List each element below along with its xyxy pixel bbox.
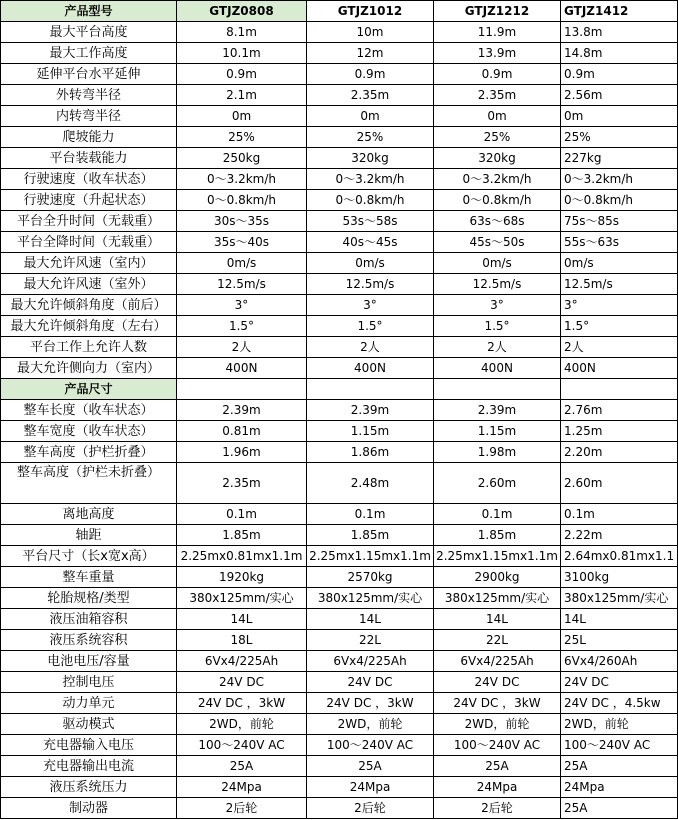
cell-model-4: 55s～63s: [561, 232, 678, 253]
cell-model-3: 14L: [434, 609, 561, 630]
row-label: 最大平台高度: [1, 22, 177, 43]
cell-model-3: 2.60m: [434, 463, 561, 504]
cell-model-1: 0.9m: [177, 64, 307, 85]
row-label: 控制电压: [1, 672, 177, 693]
cell-model-1: 30s～35s: [177, 211, 307, 232]
cell-model-2: 100～240V AC: [307, 735, 434, 756]
cell-model-3: 1.85m: [434, 525, 561, 546]
row-label: 爬坡能力: [1, 127, 177, 148]
header-row: [1, 1, 678, 22]
cell-model-1: 6Vx4/225Ah: [177, 651, 307, 672]
cell-model-3: 2后轮: [434, 798, 561, 819]
cell-model-4: 1.5°: [561, 316, 678, 337]
cell-model-3: 2人: [434, 337, 561, 358]
row-label: 平台全升时间（无载重）: [1, 211, 177, 232]
row-label: 内转弯半径: [1, 106, 177, 127]
table-row: [1, 85, 678, 106]
cell-model-1: 25A: [177, 756, 307, 777]
row-label: 整车高度（护栏折叠）: [1, 442, 177, 463]
cell-model-2: 2570kg: [307, 567, 434, 588]
cell-model-3: 2WD，前轮: [434, 714, 561, 735]
cell-model-2: 53s～58s: [307, 211, 434, 232]
cell-model-4: 227kg: [561, 148, 678, 169]
cell-model-1: 2后轮: [177, 798, 307, 819]
cell-model-1: 0～3.2km/h: [177, 169, 307, 190]
cell-model-3: 6Vx4/225Ah: [434, 651, 561, 672]
cell-model-1: 2人: [177, 337, 307, 358]
table-row: [1, 693, 678, 714]
table-row: [1, 421, 678, 442]
table-row: [1, 274, 678, 295]
table-row: [1, 337, 678, 358]
row-label: 最大允许倾斜角度（左右）: [1, 316, 177, 337]
cell-model-3: 24V DC ，3kW: [434, 693, 561, 714]
table-row: [1, 400, 678, 421]
cell-model-2: 2.25mx1.15mx1.1m: [307, 546, 434, 567]
section-title-dimensions: 产品尺寸: [1, 379, 177, 400]
cell-model-2: 40s～45s: [307, 232, 434, 253]
cell-model-3: 25%: [434, 127, 561, 148]
cell-model-3: 12.5m/s: [434, 274, 561, 295]
cell-model-3: 24Mpa: [434, 777, 561, 798]
cell-model-3: 0.9m: [434, 64, 561, 85]
cell-model-4: 100～240V AC: [561, 735, 678, 756]
cell-model-1: 2.35m: [177, 463, 307, 504]
row-label: 整车高度（护栏未折叠）: [1, 463, 177, 504]
table-row: [1, 609, 678, 630]
cell-model-1: 2.25mx0.81mx1.1m: [177, 546, 307, 567]
cell-model-4: 25A: [561, 756, 678, 777]
cell-model-2: 0.9m: [307, 64, 434, 85]
row-label: 充电器输出电流: [1, 756, 177, 777]
cell-model-1: 1.5°: [177, 316, 307, 337]
cell-model-2: 2.35m: [307, 85, 434, 106]
table-row: [1, 463, 678, 504]
cell-model-3: 0m: [434, 106, 561, 127]
cell-model-2: 12.5m/s: [307, 274, 434, 295]
cell-model-1: 2WD，前轮: [177, 714, 307, 735]
row-label: 平台工作上允许人数: [1, 337, 177, 358]
row-label: 驱动模式: [1, 714, 177, 735]
cell-model-4: 0～0.8km/h: [561, 190, 678, 211]
row-label: 最大工作高度: [1, 43, 177, 64]
cell-model-4: 2.76m: [561, 400, 678, 421]
cell-model-2: 1.86m: [307, 442, 434, 463]
cell-model-2: 320kg: [307, 148, 434, 169]
cell-model-3: 11.9m: [434, 22, 561, 43]
cell-model-1: 10.1m: [177, 43, 307, 64]
table-row: [1, 64, 678, 85]
cell-model-4: 25%: [561, 127, 678, 148]
cell-model-2: 2人: [307, 337, 434, 358]
cell-model-4: 2.22m: [561, 525, 678, 546]
header-title: 产品型号: [1, 1, 177, 22]
table-row: [1, 127, 678, 148]
row-label: 外转弯半径: [1, 85, 177, 106]
cell-model-3: 0～0.8km/h: [434, 190, 561, 211]
cell-model-1: 18L: [177, 630, 307, 651]
table-row: [1, 735, 678, 756]
cell-model-1: 14L: [177, 609, 307, 630]
cell-model-4: 24Mpa: [561, 777, 678, 798]
cell-model-4: 14L: [561, 609, 678, 630]
row-label: 行驶速度（收车状态）: [1, 169, 177, 190]
cell-model-4: 24V DC ，4.5kw: [561, 693, 678, 714]
table-row: [1, 798, 678, 819]
table-row: [1, 777, 678, 798]
cell-model-4: 3100kg: [561, 567, 678, 588]
cell-model-2: 0m: [307, 106, 434, 127]
cell-model-2: 12m: [307, 43, 434, 64]
cell-model-4: 0m: [561, 106, 678, 127]
cell-model-4: 24V DC: [561, 672, 678, 693]
cell-model-3: 1.5°: [434, 316, 561, 337]
section-header-row: [1, 379, 678, 400]
cell-model-3: 22L: [434, 630, 561, 651]
model-header-4: GTJZ1412: [561, 1, 678, 22]
cell-model-2: 0m/s: [307, 253, 434, 274]
cell-model-2: 380x125mm/实心: [307, 588, 434, 609]
cell-model-1: 1.96m: [177, 442, 307, 463]
cell-model-3: 0m/s: [434, 253, 561, 274]
cell-model-3: 13.9m: [434, 43, 561, 64]
table-row: [1, 232, 678, 253]
table-row: [1, 211, 678, 232]
cell-model-3: 0～3.2km/h: [434, 169, 561, 190]
cell-model-3: 1.15m: [434, 421, 561, 442]
cell-model-1: 0m: [177, 106, 307, 127]
cell-model-2: 6Vx4/225Ah: [307, 651, 434, 672]
cell-model-4: 2WD，前轮: [561, 714, 678, 735]
cell-model-2: 1.15m: [307, 421, 434, 442]
row-label: 液压油箱容积: [1, 609, 177, 630]
cell-model-3: 100～240V AC: [434, 735, 561, 756]
cell-model-2: 22L: [307, 630, 434, 651]
cell-model-4: 2.20m: [561, 442, 678, 463]
table-row: [1, 442, 678, 463]
table-row: [1, 651, 678, 672]
table-row: [1, 22, 678, 43]
cell-model-1: 35s～40s: [177, 232, 307, 253]
cell-model-2: 24Mpa: [307, 777, 434, 798]
table-row: [1, 672, 678, 693]
cell-model-1: 100～240V AC: [177, 735, 307, 756]
cell-model-2: 25%: [307, 127, 434, 148]
row-label: 延伸平台水平延伸: [1, 64, 177, 85]
table-row: [1, 756, 678, 777]
cell-model-2: 2WD，前轮: [307, 714, 434, 735]
row-label: 最大允许风速（室内）: [1, 253, 177, 274]
cell-model-3: 2.39m: [434, 400, 561, 421]
table-row: [1, 504, 678, 525]
cell-model-3: 24V DC: [434, 672, 561, 693]
cell-model-1: 24Mpa: [177, 777, 307, 798]
cell-model-2: 1.85m: [307, 525, 434, 546]
cell-model-1: 1920kg: [177, 567, 307, 588]
section-empty-cell: [434, 379, 561, 400]
table-row: [1, 148, 678, 169]
cell-model-4: 13.8m: [561, 22, 678, 43]
cell-model-2: 0.1m: [307, 504, 434, 525]
row-label: 充电器输入电压: [1, 735, 177, 756]
cell-model-2: 0～0.8km/h: [307, 190, 434, 211]
cell-model-2: 25A: [307, 756, 434, 777]
table-row: [1, 43, 678, 64]
cell-model-1: 12.5m/s: [177, 274, 307, 295]
cell-model-2: 2后轮: [307, 798, 434, 819]
table-row: [1, 525, 678, 546]
table-row: [1, 190, 678, 211]
cell-model-2: 14L: [307, 609, 434, 630]
cell-model-1: 0～0.8km/h: [177, 190, 307, 211]
cell-model-1: 0.81m: [177, 421, 307, 442]
cell-model-1: 2.1m: [177, 85, 307, 106]
cell-model-2: 24V DC: [307, 672, 434, 693]
table-row: [1, 106, 678, 127]
cell-model-1: 3°: [177, 295, 307, 316]
cell-model-4: 0m/s: [561, 253, 678, 274]
cell-model-1: 2.39m: [177, 400, 307, 421]
model-header-1: GTJZ0808: [177, 1, 307, 22]
cell-model-3: 320kg: [434, 148, 561, 169]
cell-model-1: 25%: [177, 127, 307, 148]
cell-model-4: 0.9m: [561, 64, 678, 85]
cell-model-1: 1.85m: [177, 525, 307, 546]
row-label: 行驶速度（升起状态）: [1, 190, 177, 211]
cell-model-1: 0m/s: [177, 253, 307, 274]
cell-model-3: 2.25mx1.15mx1.1m: [434, 546, 561, 567]
cell-model-3: 2900kg: [434, 567, 561, 588]
cell-model-3: 400N: [434, 358, 561, 379]
cell-model-3: 45s～50s: [434, 232, 561, 253]
row-label: 液压系统容积: [1, 630, 177, 651]
cell-model-4: 6Vx4/260Ah: [561, 651, 678, 672]
cell-model-4: 2.60m: [561, 463, 678, 504]
cell-model-4: 12.5m/s: [561, 274, 678, 295]
row-label: 轮胎规格/类型: [1, 588, 177, 609]
cell-model-4: 0.1m: [561, 504, 678, 525]
table-row: [1, 253, 678, 274]
cell-model-4: 2.56m: [561, 85, 678, 106]
cell-model-4: 3°: [561, 295, 678, 316]
cell-model-3: 63s～68s: [434, 211, 561, 232]
cell-model-4: 1.25m: [561, 421, 678, 442]
row-label: 平台装载能力: [1, 148, 177, 169]
cell-model-3: 1.98m: [434, 442, 561, 463]
cell-model-4: 14.8m: [561, 43, 678, 64]
row-label: 平台尺寸（长x宽x高）: [1, 546, 177, 567]
row-label: 轴距: [1, 525, 177, 546]
row-label: 液压系统压力: [1, 777, 177, 798]
cell-model-3: 25A: [434, 756, 561, 777]
spec-table-body: [1, 1, 678, 819]
table-row: [1, 546, 678, 567]
section-empty-cell: [177, 379, 307, 400]
table-row: [1, 630, 678, 651]
cell-model-2: 400N: [307, 358, 434, 379]
table-row: [1, 169, 678, 190]
cell-model-3: 0.1m: [434, 504, 561, 525]
cell-model-1: 400N: [177, 358, 307, 379]
row-label: 平台全降时间（无载重）: [1, 232, 177, 253]
cell-model-4: 2.64mx0.81mx1.1: [561, 546, 678, 567]
cell-model-2: 2.48m: [307, 463, 434, 504]
row-label: 离地高度: [1, 504, 177, 525]
table-row: [1, 295, 678, 316]
cell-model-4: 25A: [561, 798, 678, 819]
table-row: [1, 358, 678, 379]
cell-model-3: 3°: [434, 295, 561, 316]
cell-model-4: 380x125mm/实心: [561, 588, 678, 609]
cell-model-1: 250kg: [177, 148, 307, 169]
row-label: 整车长度（收车状态）: [1, 400, 177, 421]
model-header-2: GTJZ1012: [307, 1, 434, 22]
table-row: [1, 588, 678, 609]
table-row: [1, 714, 678, 735]
row-label: 电池电压/容量: [1, 651, 177, 672]
section-empty-cell: [561, 379, 678, 400]
cell-model-3: 2.35m: [434, 85, 561, 106]
cell-model-4: 75s～85s: [561, 211, 678, 232]
cell-model-1: 24V DC ，3kW: [177, 693, 307, 714]
cell-model-1: 8.1m: [177, 22, 307, 43]
section-empty-cell: [307, 379, 434, 400]
cell-model-4: 25L: [561, 630, 678, 651]
cell-model-1: 0.1m: [177, 504, 307, 525]
cell-model-1: 380x125mm/实心: [177, 588, 307, 609]
cell-model-2: 0～3.2km/h: [307, 169, 434, 190]
cell-model-2: 24V DC ，3kW: [307, 693, 434, 714]
cell-model-3: 380x125mm/实心: [434, 588, 561, 609]
row-label: 最大允许侧向力（室内）: [1, 358, 177, 379]
row-label: 整车宽度（收车状态）: [1, 421, 177, 442]
cell-model-4: 0～3.2km/h: [561, 169, 678, 190]
cell-model-2: 1.5°: [307, 316, 434, 337]
model-header-3: GTJZ1212: [434, 1, 561, 22]
row-label: 制动器: [1, 798, 177, 819]
row-label: 整车重量: [1, 567, 177, 588]
cell-model-4: 400N: [561, 358, 678, 379]
row-label: 最大允许倾斜角度（前后）: [1, 295, 177, 316]
cell-model-2: 2.39m: [307, 400, 434, 421]
cell-model-4: 2人: [561, 337, 678, 358]
cell-model-2: 3°: [307, 295, 434, 316]
table-row: [1, 567, 678, 588]
cell-model-2: 10m: [307, 22, 434, 43]
row-label: 最大允许风速（室外）: [1, 274, 177, 295]
table-row: [1, 316, 678, 337]
cell-model-1: 24V DC: [177, 672, 307, 693]
row-label: 动力单元: [1, 693, 177, 714]
